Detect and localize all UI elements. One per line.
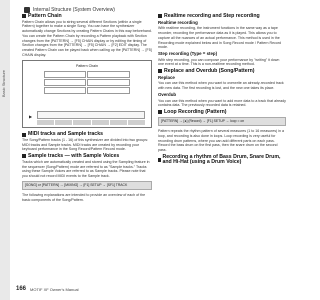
page-footer <box>16 286 79 292</box>
para-realtime: With realtime recording, the instrument functions in the same way as a tape recorder, recording the performance data as it is played. This allows you to capture all the nuances of an actual performance. This method is used in the Recording mode explained below and in Song Record mode / Pattern Record mode. <box>158 26 282 50</box>
heading-rhythm: Recording a rhythm of Bass Drum, Snare Drum, and Hi-Hat (using a Drum Voice) <box>158 155 286 164</box>
menu-path: [SONG] or [PATTERN] → [MIXING] → [F1] SETUP → [SF1] TRACK <box>22 181 152 191</box>
section-square-icon <box>22 154 26 158</box>
page-number: 166 <box>16 286 27 292</box>
para-sample-tracks: Tracks which are automatically created and stored using the Sampling feature in the sequencer (Song/Pattern) mode are referred to as "Sample tracks." Tracks using these Sample Voices are referred to as Sample tracks. Please note that you should not record MIDI events to the Sample track. <box>22 159 150 178</box>
heading-realtime: Realtime recording and Step recording <box>158 14 286 19</box>
section-square-icon <box>22 133 26 137</box>
side-tab <box>0 0 10 300</box>
manual-title: MOTIF XF Owner's Manual <box>30 286 79 292</box>
diagram-grid <box>44 71 129 94</box>
heading-sample-tracks: Sample tracks — with Sample Voices <box>22 154 152 159</box>
para-overdub: You can use this method when you want to add more data to a track that already contains data. The previously recorded data is retained. <box>158 98 286 108</box>
para-loop: Pattern repeats the rhythm pattern of several measures (1 to 16 measures) in a loop, and recording is also done in loops. Loop recording is very useful for recording drum patterns, where you can add different parts on each pass. Record the bass drum on the first pass, then the snare drum on the second pass. <box>158 129 285 153</box>
subheading-realtime: Realtime recording <box>158 19 198 25</box>
para-replace: You can use this method when you want to overwrite an already-recorded track with new data. The first recording is lost, and the new one takes its place. <box>158 81 284 91</box>
heading-midi-sample: MIDI tracks and Sample tracks <box>22 132 152 137</box>
right-column <box>158 14 286 165</box>
diagram-blocks <box>37 120 145 125</box>
subheading-replace: Replace <box>158 74 175 80</box>
pattern-chain-diagram <box>22 60 152 128</box>
section-square-icon <box>22 14 26 18</box>
para-step: With step recording, you can compose your performance by "writing" it down one event at a time. This is a non-realtime recording method. <box>158 57 280 67</box>
para-after: The following explanations are intended to provide an overview of each of the basic components of the Song/Pattern. <box>22 193 146 203</box>
heading-pattern-chain: Pattern Chain <box>22 14 152 19</box>
arrow-icon: ▶ <box>29 113 33 119</box>
section-square-icon <box>158 110 162 114</box>
loop-menu-path: [PATTERN] → [●] (Record) → [F1] SETUP → loop = on <box>158 117 286 127</box>
header-section: Internal Structure (System Overview) <box>33 7 115 13</box>
left-column <box>22 14 152 205</box>
section-square-icon <box>158 69 162 73</box>
heading-replace: Replace and Overdub (Song/Pattern) <box>158 69 286 74</box>
subheading-step: Step recording (Type = step) <box>158 50 218 56</box>
heading-loop: Loop Recording (Pattern) <box>158 110 286 115</box>
section-square-icon <box>158 158 161 162</box>
diagram-title: Pattern Chain <box>76 64 98 69</box>
subheading-overdub: Overdub <box>158 91 177 97</box>
side-tab-label: Basic Structure <box>1 70 6 98</box>
diagram-timeline <box>37 111 145 119</box>
section-square-icon <box>158 14 162 18</box>
para-midi-sample: The Song/Pattern tracks (1 - 16) of this synthesizer are divided into two groups: MIDI tracks and Sample tracks. MIDI tracks are created by recording your keyboard performance in the Song Record/Pattern Record mode. <box>22 138 149 152</box>
para-pattern-chain: Pattern Chain allows you to string several different Sections (within a single Pattern) together to make a single Song. You can have the synthesizer automatically change Sections by creating Pattern Chains in this way beforehand. You can create the Pattern Chain by recording a Pattern playback with Section changes from the [PATTERN] → [F5] CHAIN display or by editing the timing of Section changes from the [PATTERN] → [F5] CHAIN → [F2] EDIT display. The created Pattern Chain can be played back when calling up the [PATTERN] → [F5] CHAIN display. <box>22 19 152 57</box>
